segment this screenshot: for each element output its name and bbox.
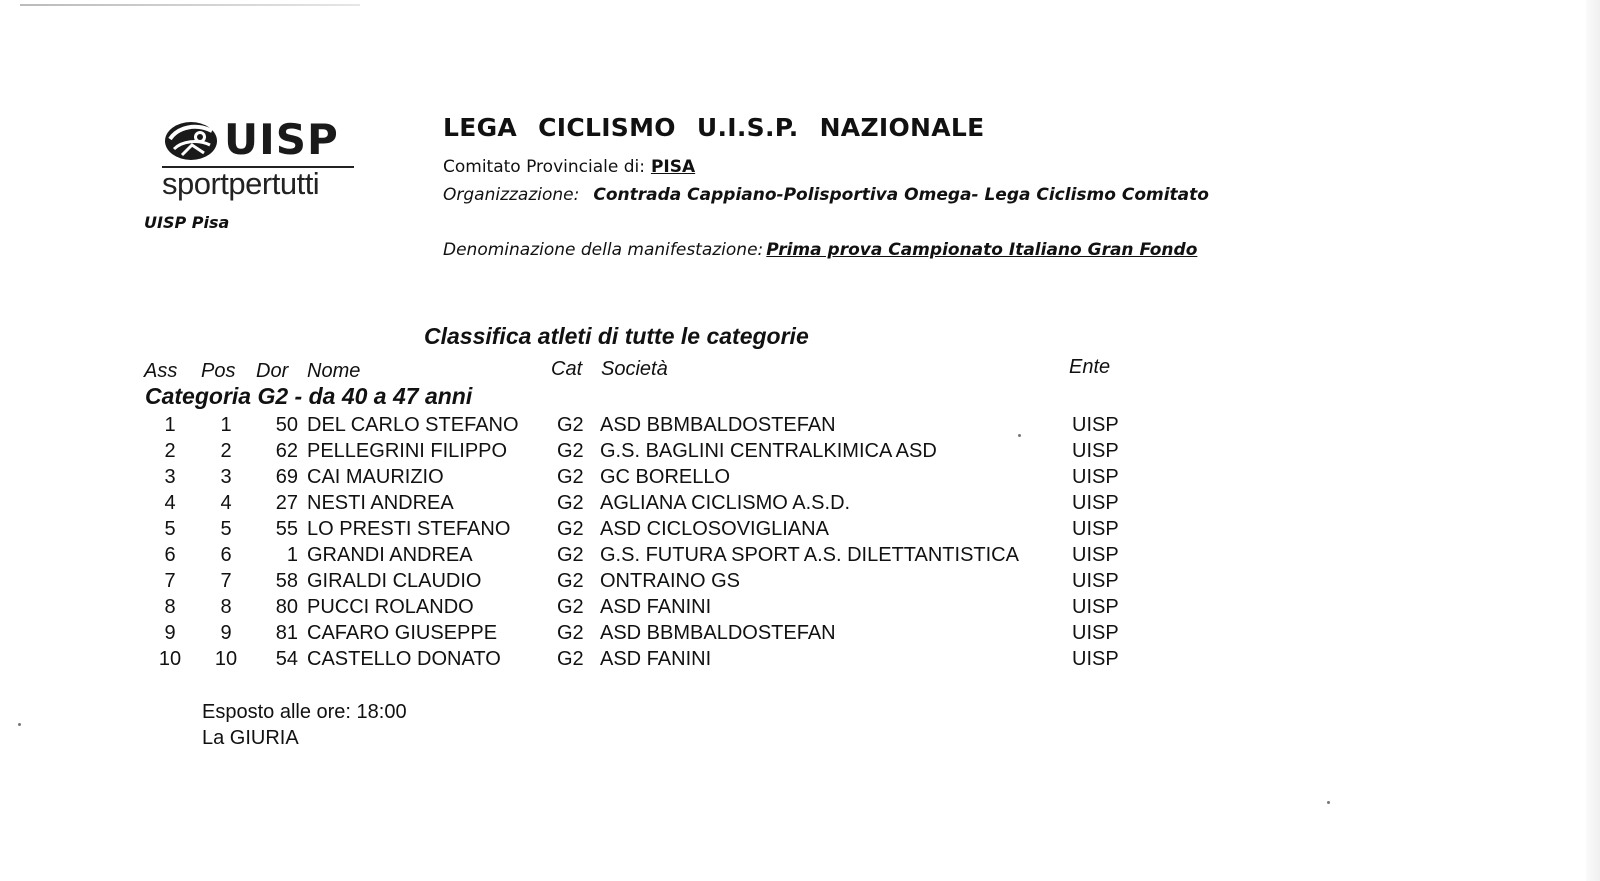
cell-nome: GRANDI ANDREA	[307, 544, 473, 566]
table-row	[0, 492, 1200, 518]
cell-ente: UISP	[1072, 622, 1119, 644]
col-header-dor: Dor	[256, 360, 289, 382]
cell-pos: 8	[220, 596, 232, 618]
cell-nome: CAFARO GIUSEPPE	[307, 622, 498, 644]
cell-societa: ASD BBMBALDOSTEFAN	[600, 622, 836, 644]
table-row	[0, 518, 1200, 544]
cell-ente: UISP	[1072, 414, 1119, 436]
cell-dor: 27	[275, 492, 298, 514]
cell-pos: 4	[220, 492, 232, 514]
col-header-cat: Cat	[551, 358, 583, 380]
scan-right-edge	[1586, 0, 1600, 881]
logo-mark	[162, 116, 362, 164]
cell-cat: G2	[557, 648, 584, 670]
cell-cat: G2	[557, 570, 584, 592]
cell-cat: G2	[557, 466, 584, 488]
cell-ass: 10	[158, 648, 182, 670]
cell-ente: UISP	[1072, 570, 1119, 592]
giuria-line: La GIURIA	[202, 727, 299, 749]
scan-speck	[1327, 801, 1330, 804]
category-heading: Categoria G2 - da 40 a 47 anni	[145, 383, 473, 409]
logo-wordmark: UISP	[224, 115, 339, 164]
cell-cat: G2	[557, 544, 584, 566]
cell-societa: ASD FANINI	[600, 596, 712, 618]
comitato-value: PISA	[650, 157, 696, 177]
cell-societa: ASD FANINI	[600, 648, 712, 670]
table-row	[0, 414, 1200, 440]
cell-nome: PELLEGRINI FILIPPO	[307, 440, 508, 462]
denominazione-label: Denominazione della manifestazione:	[443, 240, 764, 260]
col-header-ass: Ass	[144, 360, 178, 382]
table-row	[0, 648, 1200, 674]
cell-societa: AGLIANA CICLISMO A.S.D.	[600, 492, 851, 514]
cell-cat: G2	[557, 622, 584, 644]
cell-ass: 4	[164, 492, 176, 514]
cell-pos: 2	[220, 440, 232, 462]
cell-nome: CASTELLO DONATO	[307, 648, 501, 670]
table-row	[0, 544, 1200, 570]
cell-dor: 54	[275, 648, 298, 670]
comitato-line	[443, 157, 695, 177]
uisp-runner-logo-icon	[162, 117, 220, 163]
scan-speck	[18, 723, 21, 726]
cell-nome: LO PRESTI STEFANO	[307, 518, 511, 540]
cell-nome: NESTI ANDREA	[307, 492, 454, 514]
scan-edge	[20, 4, 360, 6]
cell-ente: UISP	[1072, 492, 1119, 514]
cell-pos: 3	[220, 466, 232, 488]
league-title: LEGA CICLISMO U.I.S.P. NAZIONALE	[443, 113, 985, 142]
cell-ass: 6	[164, 544, 176, 566]
cell-societa: GC BORELLO	[600, 466, 731, 488]
cell-dor: 80	[275, 596, 298, 618]
organizzazione-label: Organizzazione:	[443, 185, 580, 205]
cell-pos: 1	[220, 414, 232, 436]
cell-pos: 9	[220, 622, 232, 644]
cell-dor: 58	[275, 570, 298, 592]
col-header-nome: Nome	[307, 360, 361, 382]
cell-cat: G2	[557, 440, 584, 462]
cell-pos: 10	[214, 648, 238, 670]
uisp-logo	[162, 116, 362, 202]
table-row	[0, 622, 1200, 648]
table-row	[0, 440, 1200, 466]
uisp-pisa-label: UISP Pisa	[144, 213, 230, 232]
cell-ente: UISP	[1072, 466, 1119, 488]
organizzazione-line	[443, 185, 1209, 205]
cell-ente: UISP	[1072, 544, 1119, 566]
cell-cat: G2	[557, 492, 584, 514]
cell-ass: 8	[164, 596, 176, 618]
cell-societa: ASD BBMBALDOSTEFAN	[600, 414, 836, 436]
cell-ass: 3	[164, 466, 176, 488]
col-header-ente: Ente	[1069, 356, 1111, 378]
cell-cat: G2	[557, 596, 584, 618]
cell-dor: 62	[275, 440, 298, 462]
denominazione-line	[443, 240, 1197, 260]
comitato-label: Comitato Provinciale di:	[443, 157, 645, 177]
cell-ente: UISP	[1072, 596, 1119, 618]
cell-dor: 81	[275, 622, 298, 644]
cell-ente: UISP	[1072, 648, 1119, 670]
cell-pos: 6	[220, 544, 232, 566]
cell-societa: G.S. FUTURA SPORT A.S. DILETTANTISTICA	[600, 544, 1019, 566]
cell-societa: G.S. BAGLINI CENTRALKIMICA ASD	[600, 440, 937, 462]
organizzazione-value: Contrada Cappiano-Polisportiva Omega- Lega Ciclismo Comitato	[593, 185, 1209, 205]
cell-pos: 7	[220, 570, 232, 592]
cell-nome: GIRALDI CLAUDIO	[307, 570, 482, 592]
cell-pos: 5	[220, 518, 232, 540]
table-row	[0, 596, 1200, 622]
esposto-line: Esposto alle ore: 18:00	[202, 701, 407, 723]
cell-cat: G2	[557, 518, 584, 540]
cell-dor: 50	[275, 414, 298, 436]
col-header-pos: Pos	[201, 360, 236, 382]
cell-societa: ONTRAINO GS	[600, 570, 741, 592]
col-header-societa: Società	[601, 358, 668, 380]
ranking-title: Classifica atleti di tutte le categorie	[424, 323, 809, 349]
cell-dor: 55	[275, 518, 298, 540]
logo-tagline: sportpertutti	[162, 166, 320, 201]
cell-cat: G2	[557, 414, 584, 436]
cell-ente: UISP	[1072, 440, 1119, 462]
cell-nome: DEL CARLO STEFANO	[307, 414, 519, 436]
cell-ass: 5	[164, 518, 176, 540]
cell-ass: 2	[164, 440, 176, 462]
table-row	[0, 466, 1200, 492]
denominazione-value: Prima prova Campionato Italiano Gran Fondo	[766, 240, 1198, 260]
cell-ente: UISP	[1072, 518, 1119, 540]
cell-ass: 1	[164, 414, 176, 436]
cell-ass: 7	[164, 570, 176, 592]
cell-societa: ASD CICLOSOVIGLIANA	[600, 518, 829, 540]
cell-dor: 69	[275, 466, 298, 488]
cell-nome: PUCCI ROLANDO	[307, 596, 474, 618]
cell-dor: 1	[286, 544, 298, 566]
table-row	[0, 570, 1200, 596]
cell-nome: CAI MAURIZIO	[307, 466, 444, 488]
cell-ass: 9	[164, 622, 176, 644]
